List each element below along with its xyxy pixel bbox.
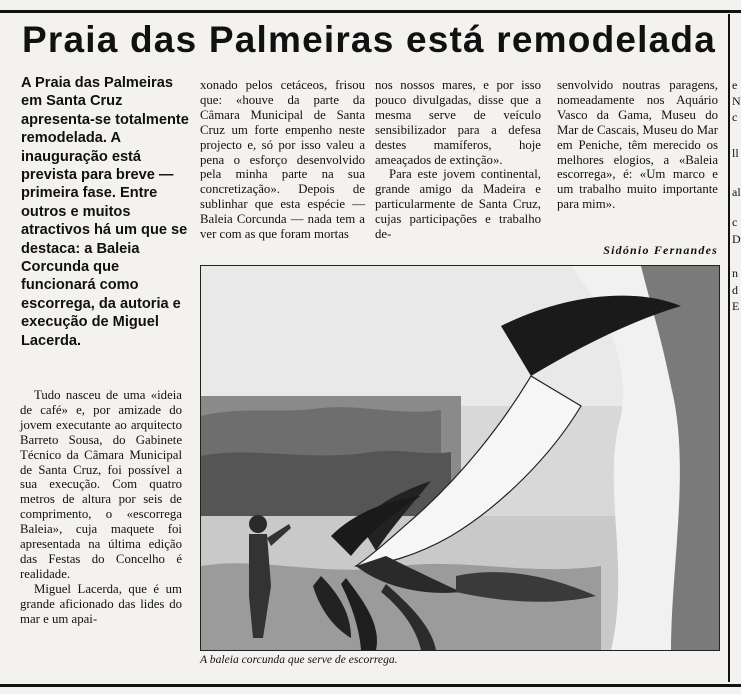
article-column-4: [557, 78, 718, 212]
adjacent-fragment-8: n: [732, 266, 738, 280]
article-column-1: [20, 388, 182, 627]
article-column-3: [375, 78, 541, 242]
article-column-2: [200, 78, 365, 242]
column-3-paragraph-1: nos nossos mares, e por isso pouco divulgadas, disse que a mesma serve de veículo sensibilizador para a defesa destes mamíferos, hoje ameaçados de extinção».: [375, 78, 541, 167]
photo-caption: A baleia corcunda que serve de escorrega.: [200, 653, 398, 666]
adjacent-fragment-4: ll: [732, 146, 739, 160]
article-headline: Praia das Palmeiras está remodelada: [22, 19, 716, 60]
bottom-rule: [0, 684, 741, 687]
column-3-paragraph-2: Para este jovem continental, grande amigo da Madeira e particularmente de Santa Cruz, cujas participações e trabalho de-: [375, 167, 541, 242]
whale-slide-photo: [200, 265, 720, 651]
adjacent-fragment-10: E: [732, 299, 740, 313]
adjacent-fragment-9: d: [732, 283, 738, 297]
author-byline: Sidónio Fernandes: [603, 243, 718, 257]
column-2-paragraph-1: xonado pelos cetáceos, frisou que: «houve da parte da Câmara Municipal de Santa Cruz um forte empenho neste projecto e, só por isso valeu a pena o esforço desenvolvido pela minha parte na sua concretização». Depois de sublinhar que esta espécie — Baleia Corcunda — nada tem a ver com as que foram mortas: [200, 78, 365, 242]
column-divider: [728, 14, 730, 682]
column-1-paragraph-2: Miguel Lacerda, que é um grande aficionado das lides do mar e um apai-: [20, 581, 182, 626]
column-1-paragraph-1: Tudo nasceu de uma «ideia de café» e, por amizade do jovem executante ao arquitecto Barreto Sousa, do Gabinete Técnico da Câmara Municipal de Santa Cruz, foi possível a sua execução. Com quatro metros de altura por seis de comprimento, o «escorrega Baleia», cuja maquete foi apresentada na última edição das Festas do Concelho é realidade.: [20, 388, 182, 581]
top-rule: [0, 10, 741, 13]
adjacent-fragment-5: al: [732, 185, 741, 199]
adjacent-fragment-6: c: [732, 215, 738, 229]
article-lead: A Praia das Palmeiras em Santa Cruz apresenta-se totalmente remodelada. A inauguração está prevista para breve — primeira fase. Entre outros e muitos atractivos há um que se destaca: a Baleia Corcunda que funcionará como escorrega, da autoria e execução de Miguel Lacerda.: [21, 75, 189, 349]
adjacent-fragment-1: e: [732, 78, 738, 92]
whale-slide-illustration: [201, 266, 719, 650]
adjacent-fragment-7: D: [732, 232, 741, 246]
adjacent-fragment-3: c: [732, 110, 738, 124]
adjacent-fragment-2: N: [732, 94, 741, 108]
column-4-paragraph-1: senvolvido noutras paragens, nomeadamente nos Aquário Vasco da Gama, Museu do Mar de Cascais, Museu do Mar em Peniche, têm merecido os melhores elogios, a «Baleia escorrega», é: «Um marco e um trabalho muito importante para mim».: [557, 78, 718, 212]
